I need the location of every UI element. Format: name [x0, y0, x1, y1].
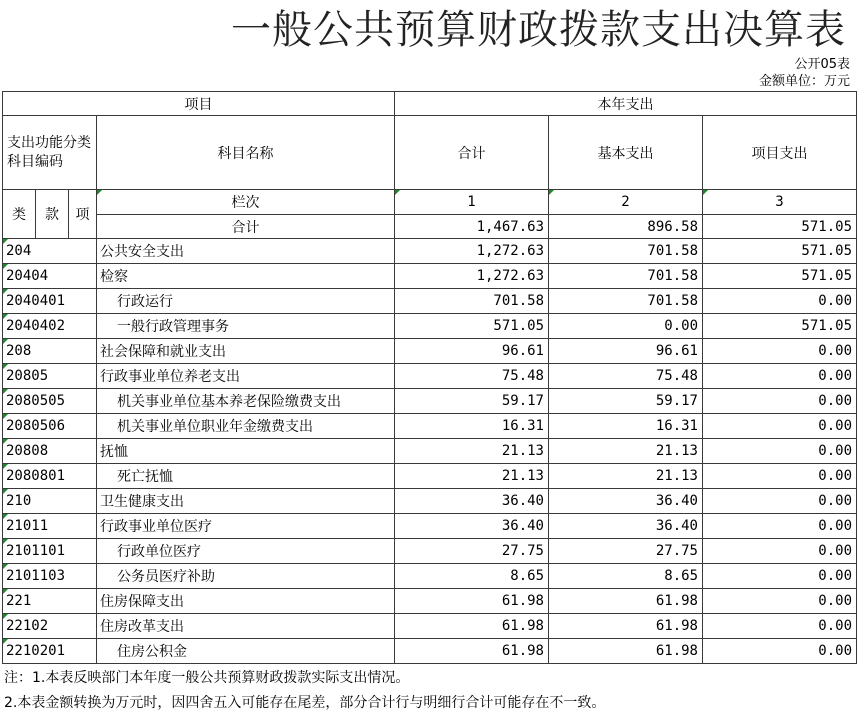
row-code[interactable]: 20805	[3, 364, 97, 389]
row-project[interactable]: 0.00	[703, 439, 857, 464]
row-project[interactable]: 0.00	[703, 364, 857, 389]
row-code[interactable]: 221	[3, 589, 97, 614]
row-total[interactable]: 8.65	[395, 564, 549, 589]
row-project[interactable]: 0.00	[703, 414, 857, 439]
table-row	[3, 339, 857, 364]
row-name[interactable]: 检察	[97, 264, 395, 289]
row-code[interactable]: 210	[3, 489, 97, 514]
note-1: 注：1.本表反映部门本年度一般公共预算财政拨款实际支出情况。	[4, 670, 410, 686]
table-row	[3, 464, 857, 489]
table-row	[3, 514, 857, 539]
table-row	[3, 239, 857, 264]
row-project[interactable]: 0.00	[703, 589, 857, 614]
row-project[interactable]: 0.00	[703, 339, 857, 364]
header-col1[interactable]: 1	[395, 190, 549, 215]
row-basic[interactable]: 36.40	[549, 514, 703, 539]
row-basic[interactable]: 96.61	[549, 339, 703, 364]
row-basic[interactable]: 16.31	[549, 414, 703, 439]
table-row	[3, 414, 857, 439]
form-number: 公开05表	[794, 57, 850, 72]
row-basic[interactable]: 36.40	[549, 489, 703, 514]
row-project[interactable]: 0.00	[703, 289, 857, 314]
header-subject-name[interactable]: 科目名称	[97, 116, 395, 190]
row-basic[interactable]: 75.48	[549, 364, 703, 389]
row-name[interactable]: 公务员医疗补助	[97, 564, 395, 589]
row-name[interactable]: 住房保障支出	[97, 589, 395, 614]
table-row	[3, 564, 857, 589]
table-row	[3, 314, 857, 339]
table-row	[3, 489, 857, 514]
table-row	[3, 389, 857, 414]
row-name[interactable]: 行政事业单位养老支出	[97, 364, 395, 389]
row-name[interactable]: 社会保障和就业支出	[97, 339, 395, 364]
row-basic[interactable]: 701.58	[549, 289, 703, 314]
table-row	[3, 439, 857, 464]
row-basic[interactable]: 0.00	[549, 314, 703, 339]
table-row	[3, 539, 857, 564]
row-code[interactable]: 204	[3, 239, 97, 264]
row-total[interactable]: 571.05	[395, 314, 549, 339]
header-col2[interactable]: 2	[549, 190, 703, 215]
row-project[interactable]: 0.00	[703, 464, 857, 489]
header-func-code[interactable]: 支出功能分类科目编码	[3, 116, 97, 190]
row-total[interactable]: 61.98	[395, 589, 549, 614]
row-basic[interactable]: 27.75	[549, 539, 703, 564]
row-name[interactable]: 抚恤	[97, 439, 395, 464]
row-total[interactable]: 75.48	[395, 364, 549, 389]
row-basic[interactable]: 61.98	[549, 589, 703, 614]
row-total[interactable]: 21.13	[395, 439, 549, 464]
row-total[interactable]: 16.31	[395, 414, 549, 439]
row-basic[interactable]: 61.98	[549, 639, 703, 664]
row-code[interactable]: 20808	[3, 439, 97, 464]
row-basic[interactable]: 8.65	[549, 564, 703, 589]
row-name[interactable]: 卫生健康支出	[97, 489, 395, 514]
header-total[interactable]: 合计	[395, 116, 549, 190]
row-code[interactable]: 2101101	[3, 539, 97, 564]
row-project[interactable]: 571.05	[703, 239, 857, 264]
row-code[interactable]: 2210201	[3, 639, 97, 664]
row-name[interactable]: 机关事业单位基本养老保险缴费支出	[97, 389, 395, 414]
row-basic[interactable]: 21.13	[549, 464, 703, 489]
total-row-label[interactable]: 合计	[97, 215, 395, 239]
row-total[interactable]: 27.75	[395, 539, 549, 564]
row-basic[interactable]: 701.58	[549, 264, 703, 289]
row-basic[interactable]: 21.13	[549, 439, 703, 464]
row-name[interactable]: 公共安全支出	[97, 239, 395, 264]
row-project[interactable]: 0.00	[703, 389, 857, 414]
row-name[interactable]: 住房改革支出	[97, 614, 395, 639]
table-row	[3, 639, 857, 664]
table-row	[3, 289, 857, 314]
row-project[interactable]: 0.00	[703, 539, 857, 564]
page-title: 一般公共预算财政拨款支出决算表	[231, 7, 846, 53]
row-code[interactable]: 2040402	[3, 314, 97, 339]
row-code[interactable]: 208	[3, 339, 97, 364]
row-project[interactable]: 0.00	[703, 614, 857, 639]
row-name[interactable]: 行政单位医疗	[97, 539, 395, 564]
header-kuan[interactable]: 款	[36, 190, 69, 239]
row-total[interactable]: 1,272.63	[395, 239, 549, 264]
row-basic[interactable]: 61.98	[549, 614, 703, 639]
row-name[interactable]: 一般行政管理事务	[97, 314, 395, 339]
amount-unit: 金额单位：万元	[758, 74, 850, 89]
row-code[interactable]: 2080506	[3, 414, 97, 439]
row-name[interactable]: 住房公积金	[97, 639, 395, 664]
row-code[interactable]: 2080801	[3, 464, 97, 489]
header-basic[interactable]: 基本支出	[549, 116, 703, 190]
total-row-project[interactable]: 571.05	[703, 215, 857, 239]
header-current-year[interactable]: 本年支出	[395, 92, 857, 116]
row-project[interactable]: 0.00	[703, 489, 857, 514]
row-project[interactable]: 571.05	[703, 314, 857, 339]
row-total[interactable]: 61.98	[395, 614, 549, 639]
note-2: 2.本表金额转换为万元时，因四舍五入可能存在尾差，部分合计行与明细行合计可能存在不一致。	[4, 695, 606, 711]
header-lei[interactable]: 类	[3, 190, 36, 239]
row-basic[interactable]: 701.58	[549, 239, 703, 264]
header-project-exp[interactable]: 项目支出	[703, 116, 857, 190]
row-name[interactable]: 机关事业单位职业年金缴费支出	[97, 414, 395, 439]
expenditure-table	[2, 91, 857, 664]
row-total[interactable]: 1,272.63	[395, 264, 549, 289]
row-project[interactable]: 0.00	[703, 514, 857, 539]
table-row	[3, 264, 857, 289]
table-row	[3, 614, 857, 639]
header-col3[interactable]: 3	[703, 190, 857, 215]
total-row-basic[interactable]: 896.58	[549, 215, 703, 239]
row-basic[interactable]: 59.17	[549, 389, 703, 414]
row-code[interactable]: 2080505	[3, 389, 97, 414]
row-project[interactable]: 0.00	[703, 639, 857, 664]
row-code[interactable]: 22102	[3, 614, 97, 639]
total-row-total[interactable]: 1,467.63	[395, 215, 549, 239]
row-total[interactable]: 96.61	[395, 339, 549, 364]
row-name[interactable]: 行政事业单位医疗	[97, 514, 395, 539]
header-row-index[interactable]: 栏次	[97, 190, 395, 215]
row-total[interactable]: 61.98	[395, 639, 549, 664]
row-total[interactable]: 36.40	[395, 514, 549, 539]
row-code[interactable]: 20404	[3, 264, 97, 289]
row-total[interactable]: 59.17	[395, 389, 549, 414]
row-code[interactable]: 2101103	[3, 564, 97, 589]
row-name[interactable]: 行政运行	[97, 289, 395, 314]
header-project[interactable]: 项目	[3, 92, 395, 116]
header-xiang[interactable]: 项	[69, 190, 97, 239]
row-name[interactable]: 死亡抚恤	[97, 464, 395, 489]
table-row	[3, 589, 857, 614]
row-code[interactable]: 2040401	[3, 289, 97, 314]
row-total[interactable]: 21.13	[395, 464, 549, 489]
row-total[interactable]: 36.40	[395, 489, 549, 514]
table-row	[3, 364, 857, 389]
row-project[interactable]: 0.00	[703, 564, 857, 589]
row-total[interactable]: 701.58	[395, 289, 549, 314]
row-code[interactable]: 21011	[3, 514, 97, 539]
row-project[interactable]: 571.05	[703, 264, 857, 289]
